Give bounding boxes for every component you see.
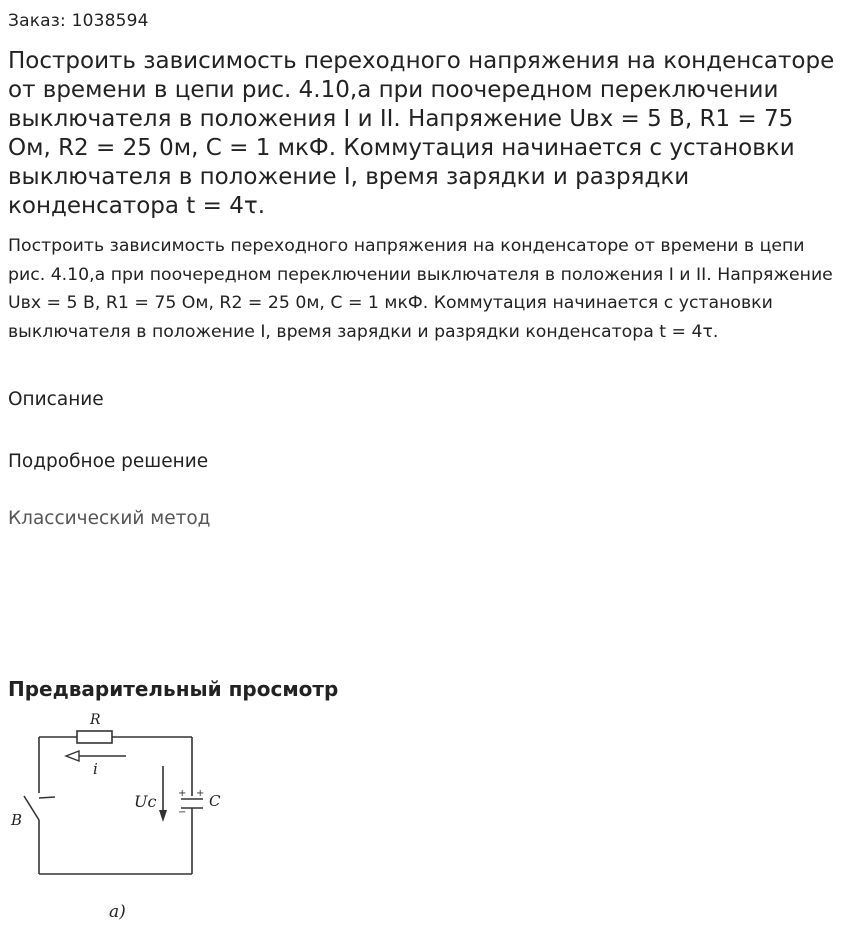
description-heading: Описание [8,389,104,410]
figure-caption: а) [109,902,126,922]
resistor-symbol [77,731,112,743]
switch-blade [24,796,39,820]
current-label: i [93,760,98,778]
voltage-arrow-head [159,810,167,822]
detailed-solution-heading: Подробное решение [8,451,209,472]
switch-contact [39,797,55,798]
current-arrow-head [66,751,79,761]
circuit-diagram [8,708,238,923]
capacitor-minus: − [178,807,187,818]
order-number: Заказ: 1038594 [8,11,149,31]
voltage-label: Uc [134,792,157,811]
task-description-text: Построить зависимость переходного напряжения на конденсаторе от времени в цепи рис. 4.10,а при поочередном переключении выключателя в положения I и II. Напряжение Uвх = 5 В, R1 = 75 Ом, R2 = 25 0м, С = 1 мкФ. Коммутация начинается с установки выключателя в положение I, время зарядки и разрядки конденсатора t = 4τ. [8,236,833,342]
capacitor-label: C [209,792,221,810]
task-title: Построить зависимость переходного напряжения на конденсаторе от времени в цепи рис. 4.10,а при поочередном переключении выключателя в положения I и II. Напряжение Uвх = 5 В, R1 = 75 Ом, R2 = 25 0м, С = 1 мкФ. Коммутация начинается с установки выключателя в положение I, время зарядки и разрядки конденсатора t = 4τ. [8,48,835,219]
classical-method-label: Классический метод [8,508,211,529]
resistor-label: R [90,712,101,728]
preview-heading: Предварительный просмотр [8,677,339,701]
switch-label: B [11,811,23,829]
capacitor-plus-left: + [178,788,187,799]
capacitor-plus-right: + [196,788,205,799]
